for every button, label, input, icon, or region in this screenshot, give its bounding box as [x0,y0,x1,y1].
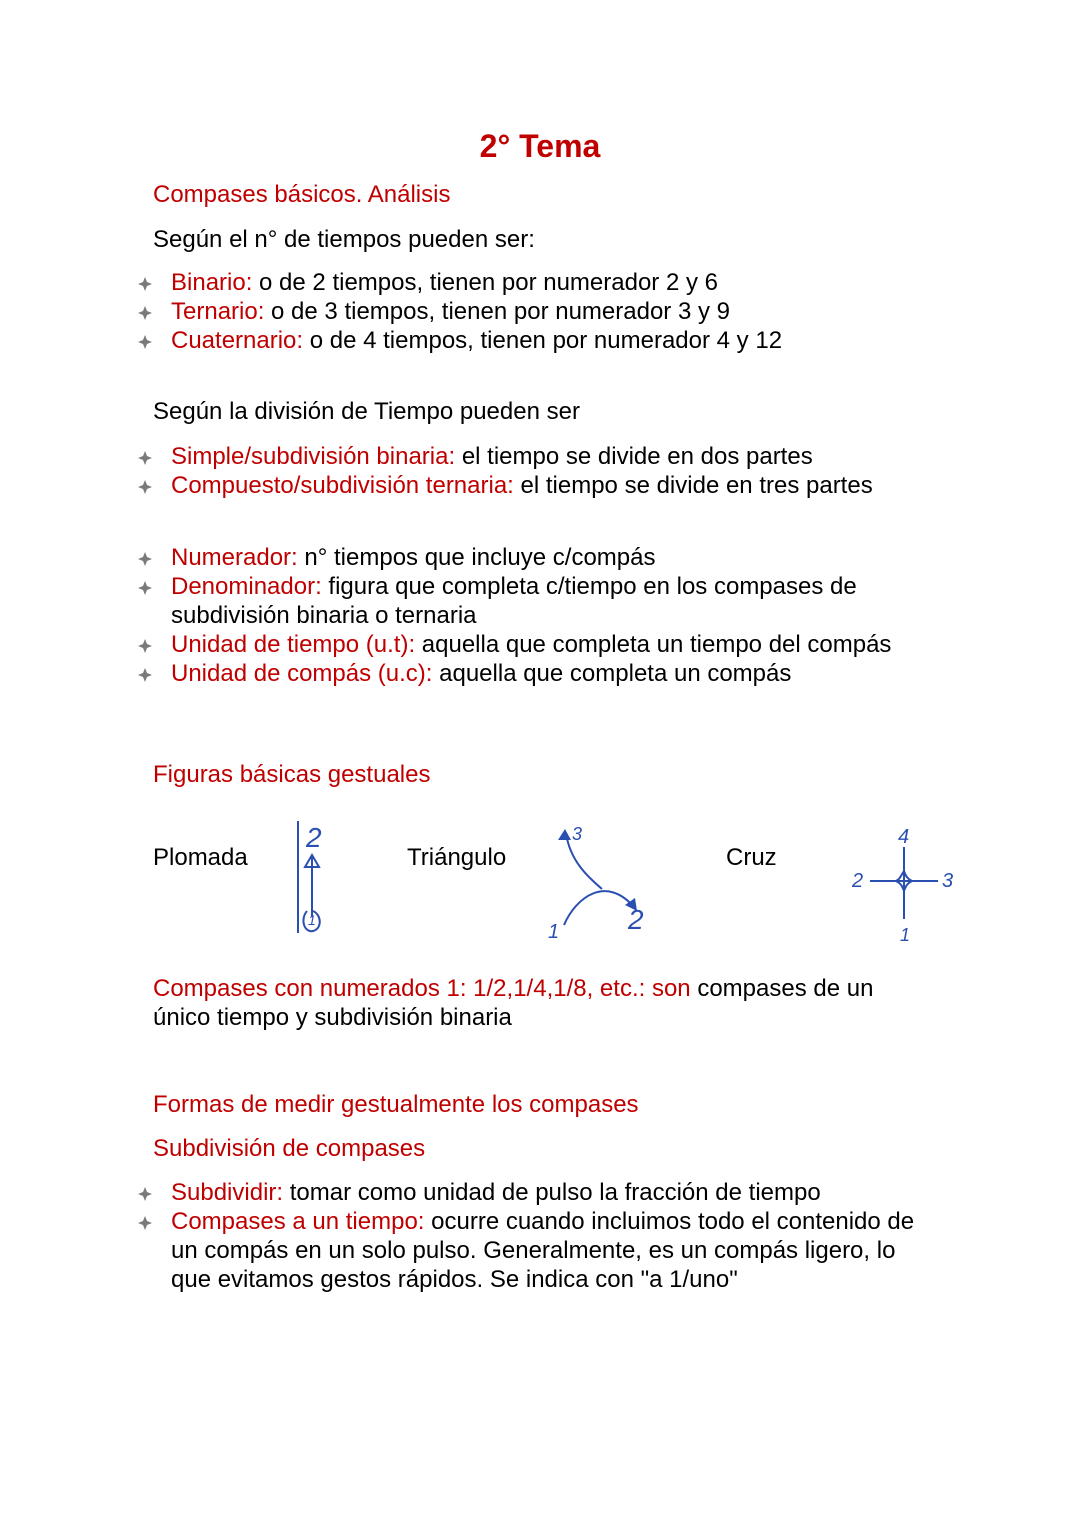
list-item [138,572,908,630]
section-heading-compases: Compases básicos. Análisis [153,181,451,208]
subdivision-list [138,1178,938,1294]
numerados-description: compases de un único tiempo y subdivisión binaria [153,975,874,1031]
diamond-bullet-icon [138,277,152,291]
description: n° tiempos que incluye c/compás [297,544,656,571]
description: aquella que completa un compás [432,660,792,687]
definitions-list [138,543,908,688]
list-item [138,471,938,500]
list-item [138,442,938,471]
section-heading-figuras: Figuras básicas gestuales [153,761,431,788]
term: Compases a un tiempo: [171,1208,425,1235]
description: ocurre cuando incluimos todo el contenido de un compás en un solo pulso. Generalmente, es un compás ligero, lo que evitamos gestos rápidos. Se indica con "a 1/uno" [171,1208,915,1293]
term: Unidad de tiempo (u.t): [171,631,416,658]
diamond-bullet-icon [138,668,152,682]
page-title: 2° Tema [479,128,601,164]
sketch-mark: 2 [306,822,322,853]
triangulo-gesture-sketch [536,815,660,943]
diamond-bullet-icon [138,639,152,653]
description: el tiempo se divide en dos partes [455,443,813,470]
division-list [138,442,938,500]
list-item [138,268,938,297]
term: Numerador: [171,544,298,571]
list-item [138,630,908,659]
description: aquella que completa un tiempo del compás [415,631,892,658]
description: figura que completa c/tiempo en los compases de subdivisión binaria o ternaria [171,573,857,629]
sketch-mark: 2 [628,904,644,935]
figure-label-cruz: Cruz [726,844,777,871]
figure-label-plomada: Plomada [153,844,248,871]
description: o de 3 tiempos, tienen por numerador 3 y 9 [264,298,730,325]
diamond-bullet-icon [138,306,152,320]
diamond-bullet-icon [138,1216,152,1230]
list-item [138,297,938,326]
term: Subdividir: [171,1179,284,1206]
term: Compuesto/subdivisión ternaria: [171,472,514,499]
sketch-mark: 3 [942,870,954,892]
sketch-mark: 1 [308,912,316,928]
tiempos-list [138,268,938,355]
sketch-mark: 1 [548,921,560,943]
numerados-paragraph [153,974,933,1032]
term: Denominador: [171,573,322,600]
sketch-mark: 4 [898,826,910,848]
numerados-term: Compases con numerados 1: 1/2,1/4,1/8, etc.: son [153,975,691,1002]
description: el tiempo se divide en tres partes [513,472,873,499]
intro-tiempos: Según el n° de tiempos pueden ser: [153,226,535,253]
list-item [138,543,908,572]
term: Unidad de compás (u.c): [171,660,433,687]
figure-label-triangulo: Triángulo [407,844,507,871]
term: Cuaternario: [171,327,304,354]
description: o de 2 tiempos, tienen por numerador 2 y 6 [252,269,718,296]
description: o de 4 tiempos, tienen por numerador 4 y 12 [303,327,783,354]
diamond-bullet-icon [138,1187,152,1201]
term: Simple/subdivisión binaria: [171,443,456,470]
list-item [138,659,908,688]
diamond-bullet-icon [138,480,152,494]
section-subheading-subdivision: Subdivisión de compases [153,1135,426,1162]
diamond-bullet-icon [138,581,152,595]
diamond-bullet-icon [138,552,152,566]
list-item [138,326,938,355]
list-item [138,1178,938,1207]
diamond-bullet-icon [138,335,152,349]
sketch-mark: 3 [572,824,583,844]
sketch-mark: 2 [852,870,864,892]
section-heading-formas: Formas de medir gestualmente los compases [153,1091,639,1118]
plomada-gesture-sketch [288,815,338,940]
term: Ternario: [171,298,265,325]
list-item [138,1207,938,1294]
sketch-mark: 1 [900,925,911,943]
intro-division: Según la división de Tiempo pueden ser [153,398,580,425]
description: tomar como unidad de pulso la fracción de tiempo [283,1179,821,1206]
diamond-bullet-icon [138,451,152,465]
term: Binario: [171,269,253,296]
cruz-gesture-sketch [840,815,964,943]
